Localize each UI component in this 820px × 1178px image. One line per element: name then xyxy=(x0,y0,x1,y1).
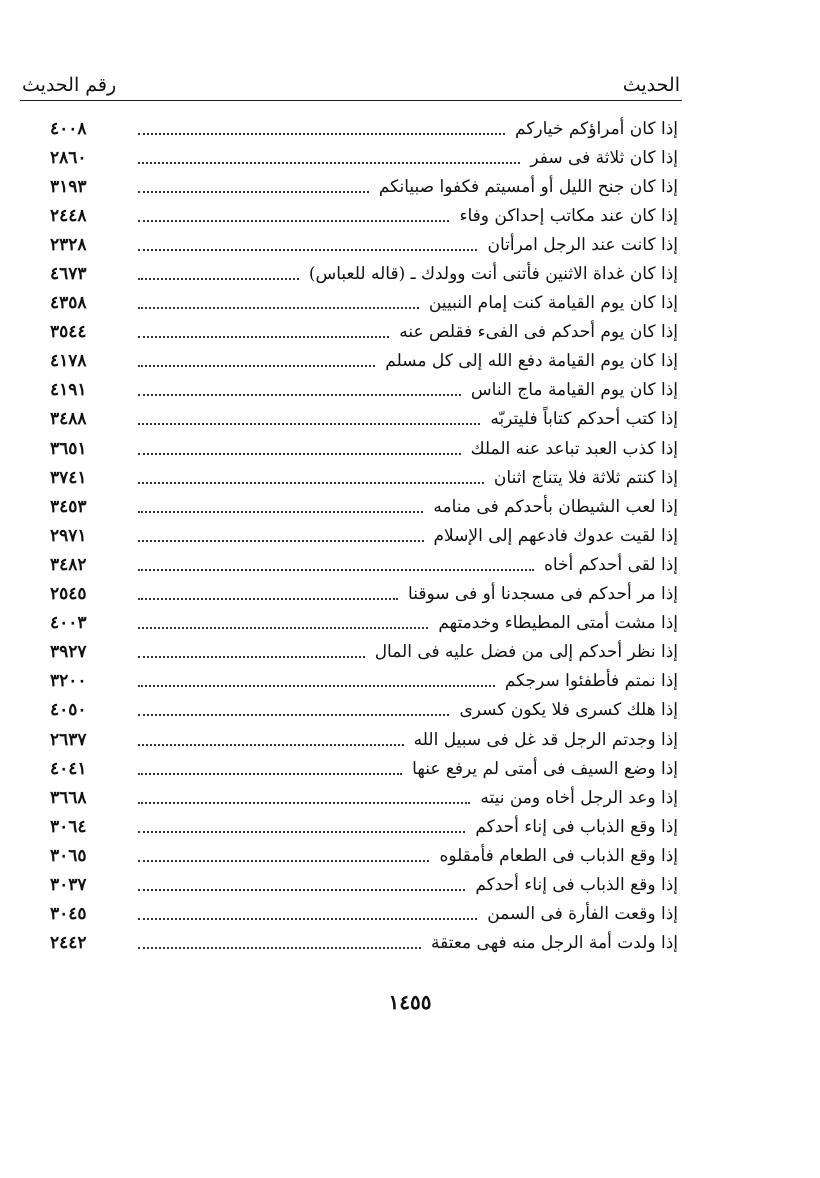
hadith-text: إذا وقع الذباب فى إناء أحدكم xyxy=(475,816,678,837)
dot-leader xyxy=(138,133,505,135)
hadith-number: ٢٨٦٠ xyxy=(50,147,87,168)
hadith-text: إذا كتب أحدكم كتاباً فليتربّه xyxy=(490,409,678,430)
dot-leader xyxy=(138,918,477,920)
hadith-index-list xyxy=(50,114,678,958)
hadith-number: ٣٤٨٨ xyxy=(50,409,87,430)
hadith-number: ٣٢٠٠ xyxy=(50,671,87,692)
hadith-text: إذا مر أحدكم فى مسجدنا أو فى سوقنا xyxy=(408,584,678,605)
hadith-number: ٤٠٤١ xyxy=(50,758,87,779)
index-entry-row xyxy=(50,870,678,899)
index-entry-row xyxy=(50,143,678,172)
hadith-text: إذا كان أمراؤكم خياركم xyxy=(515,118,678,139)
dot-leader xyxy=(138,336,389,338)
hadith-text: إذا لعب الشيطان بأحدكم فى منامه xyxy=(433,496,678,517)
hadith-number: ٣٤٨٢ xyxy=(50,554,87,575)
index-entry-row xyxy=(50,812,678,841)
hadith-text: إذا كان جنح الليل أو أمسيتم فكفوا صبيانكم xyxy=(378,176,678,197)
hadith-number: ٣٠٦٥ xyxy=(50,845,87,866)
hadith-number: ٣٩٢٧ xyxy=(50,642,87,663)
hadith-text: إذا وقع الذباب فى الطعام فأمقلوه xyxy=(439,845,678,866)
index-entry-row xyxy=(50,580,678,609)
index-entry-row xyxy=(50,521,678,550)
hadith-number: ٣٦٥١ xyxy=(50,438,87,459)
hadith-text: إذا كان يوم القيامة كنت إمام النبيين xyxy=(428,293,678,314)
dot-leader xyxy=(138,482,484,484)
index-entry-row xyxy=(50,696,678,725)
hadith-text: إذا كذب العبد تباعد عنه الملك xyxy=(470,438,678,459)
dot-leader xyxy=(138,889,465,891)
hadith-number: ٤٠٥٠ xyxy=(50,700,87,721)
hadith-text: إذا كان ثلاثة فى سفر xyxy=(530,147,678,168)
index-entry-row xyxy=(50,841,678,870)
index-entry-row xyxy=(50,900,678,929)
hadith-text: إذا هلك كسرى فلا يكون كسرى xyxy=(459,700,678,721)
hadith-number: ٢٥٤٥ xyxy=(50,584,87,605)
dot-leader xyxy=(138,191,369,193)
index-entry-row xyxy=(50,550,678,579)
index-entry-row xyxy=(50,929,678,958)
hadith-number: ٣٥٤٤ xyxy=(50,322,87,343)
hadith-number: ٤١٩١ xyxy=(50,380,87,401)
hadith-text: إذا وعد الرجل أخاه ومن نيته xyxy=(480,787,678,808)
index-entry-row xyxy=(50,376,678,405)
dot-leader xyxy=(138,744,404,746)
hadith-number: ٢٤٤٢ xyxy=(50,933,87,954)
dot-leader xyxy=(138,598,398,600)
index-entry-row xyxy=(50,434,678,463)
hadith-text: إذا كان عند مكاتب إحداكن وفاء xyxy=(459,205,678,226)
index-entry-row xyxy=(50,405,678,434)
index-entry-row xyxy=(50,638,678,667)
dot-leader xyxy=(138,278,299,280)
hadith-text: إذا وجدتم الرجل قد غل فى سبيل الله xyxy=(413,729,678,750)
dot-leader xyxy=(138,831,465,833)
dot-leader xyxy=(138,220,449,222)
hadith-number: ٢٩٧١ xyxy=(50,525,87,546)
dot-leader xyxy=(138,627,428,629)
index-entry-row xyxy=(50,492,678,521)
index-entry-row xyxy=(50,754,678,783)
dot-leader xyxy=(138,802,470,804)
hadith-number: ٢٤٤٨ xyxy=(50,205,87,226)
index-entry-row xyxy=(50,172,678,201)
hadith-number: ٣٧٤١ xyxy=(50,467,87,488)
dot-leader xyxy=(138,569,534,571)
index-entry-row xyxy=(50,347,678,376)
hadith-number: ٣٤٥٣ xyxy=(50,496,87,517)
hadith-number: ٣٦٦٨ xyxy=(50,787,87,808)
hadith-text: إذا ولدت أمة الرجل منه فهى معتقة xyxy=(431,933,678,954)
dot-leader xyxy=(138,540,424,542)
hadith-text: إذا لقيت عدوك فادعهم إلى الإسلام xyxy=(433,525,678,546)
header-hadith-label: الحديث xyxy=(622,74,680,96)
index-entry-row xyxy=(50,114,678,143)
dot-leader xyxy=(138,685,495,687)
hadith-number: ٤١٧٨ xyxy=(50,351,87,372)
dot-leader xyxy=(138,365,375,367)
dot-leader xyxy=(138,860,429,862)
hadith-text: إذا وقع الذباب فى إناء أحدكم xyxy=(475,874,678,895)
index-entry-row xyxy=(50,725,678,754)
dot-leader xyxy=(138,453,461,455)
page-number: ١٤٥٥ xyxy=(388,990,432,1014)
dot-leader xyxy=(138,307,419,309)
dot-leader xyxy=(138,423,480,425)
hadith-number: ٤٠٠٨ xyxy=(50,118,87,139)
hadith-number: ٢٦٣٧ xyxy=(50,729,87,750)
hadith-text: إذا كان غداة الاثنين فأتنى أنت وولدك ـ (قاله للعباس) xyxy=(308,264,678,285)
hadith-text: إذا كان يوم أحدكم فى الفىء فقلص عنه xyxy=(399,322,678,343)
dot-leader xyxy=(138,656,365,658)
hadith-number: ٢٣٢٨ xyxy=(50,234,87,255)
header-number-label: رقم الحديث xyxy=(22,74,117,96)
index-entry-row xyxy=(50,201,678,230)
hadith-text: إذا كان يوم القيامة دفع الله إلى كل مسلم xyxy=(385,351,678,372)
index-entry-row xyxy=(50,783,678,812)
hadith-text: إذا لقى أحدكم أخاه xyxy=(543,554,678,575)
dot-leader xyxy=(138,394,461,396)
hadith-text: إذا مشت أمتى المطيطاء وخدمتهم xyxy=(438,613,678,634)
hadith-number: ٣٠٣٧ xyxy=(50,874,87,895)
hadith-text: إذا وضع السيف فى أمتى لم يرفع عنها xyxy=(412,758,678,779)
hadith-number: ٣٠٦٤ xyxy=(50,816,87,837)
hadith-number: ٤٣٥٨ xyxy=(50,293,87,314)
dot-leader xyxy=(138,714,449,716)
page-header xyxy=(22,70,680,100)
index-entry-row xyxy=(50,609,678,638)
hadith-text: إذا نمتم فأطفئوا سرجكم xyxy=(504,671,678,692)
header-divider xyxy=(20,100,682,101)
index-entry-row xyxy=(50,463,678,492)
hadith-text: إذا كان يوم القيامة ماج الناس xyxy=(470,380,678,401)
hadith-text: إذا كانت عند الرجل امرأتان xyxy=(487,234,678,255)
index-entry-row xyxy=(50,259,678,288)
index-entry-row xyxy=(50,318,678,347)
hadith-number: ٣٠٤٥ xyxy=(50,904,87,925)
index-entry-row xyxy=(50,289,678,318)
hadith-text: إذا نظر أحدكم إلى من فضل عليه فى المال xyxy=(374,642,678,663)
index-entry-row xyxy=(50,667,678,696)
hadith-text: إذا وقعت الفأرة فى السمن xyxy=(487,904,678,925)
index-entry-row xyxy=(50,230,678,259)
hadith-number: ٤٠٠٣ xyxy=(50,613,87,634)
dot-leader xyxy=(138,773,402,775)
dot-leader xyxy=(138,162,520,164)
dot-leader xyxy=(138,511,423,513)
hadith-number: ٣١٩٣ xyxy=(50,176,87,197)
hadith-number: ٤٦٧٣ xyxy=(50,264,87,285)
hadith-text: إذا كنتم ثلاثة فلا يتناج اثنان xyxy=(493,467,678,488)
dot-leader xyxy=(138,947,421,949)
dot-leader xyxy=(138,249,477,251)
